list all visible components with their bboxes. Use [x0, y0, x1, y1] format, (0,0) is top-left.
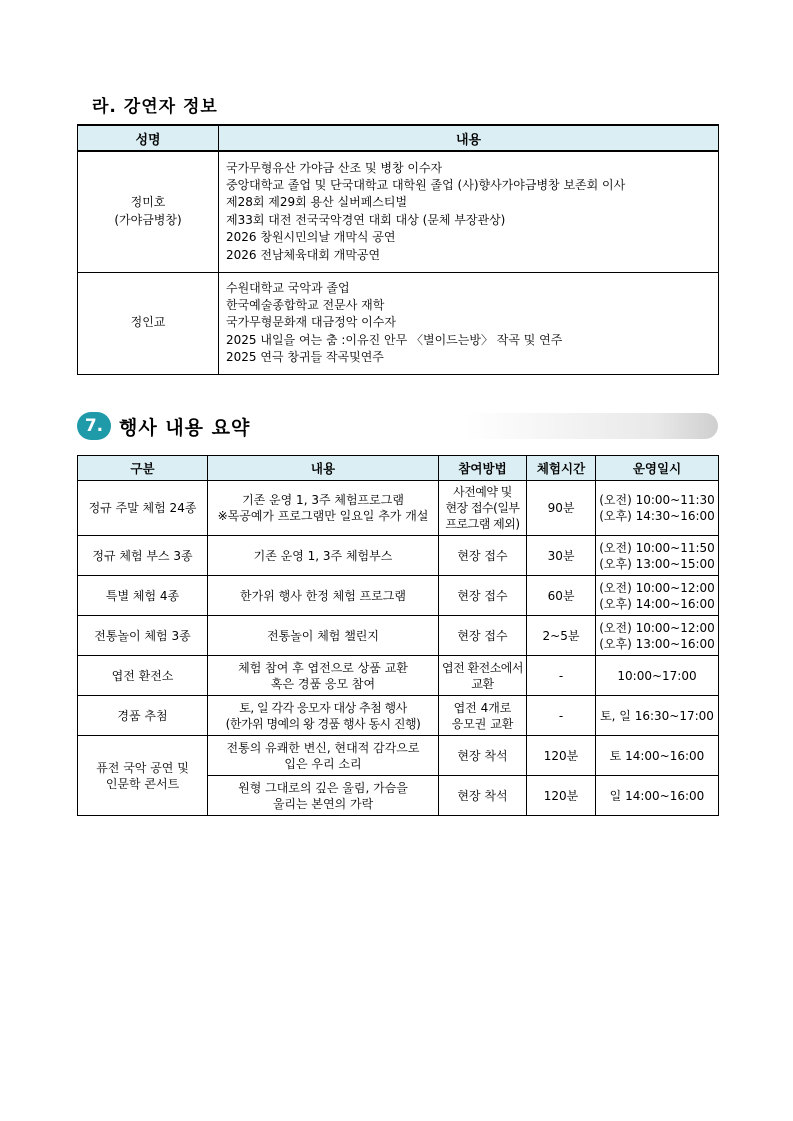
method-line: 현장 접수(일부: [445, 501, 520, 515]
schedule-cell: 토, 일 16:30~17:00: [596, 696, 719, 736]
content-cell: 전통놀이 체험 챌린지: [208, 616, 439, 656]
content-line: 토, 일 각각 응모자 대상 추첨 행사: [239, 700, 407, 715]
duration-cell: -: [527, 696, 596, 736]
speaker-info-table: [77, 124, 719, 375]
category-line: 퓨전 국악 공연 및: [96, 760, 189, 775]
method-cell: [439, 696, 527, 736]
speaker-name-cell: [78, 272, 219, 374]
duration-cell: 120분: [527, 736, 596, 776]
speaker-name-cell: [78, 151, 219, 272]
bio-line: 국가무형유산 가야금 산조 및 병창 이수자: [226, 160, 443, 175]
bio-line: 2025 내일을 여는 춤 :이유진 안무 〈별이드는방〉 작곡 및 연주: [226, 332, 563, 347]
bio-line: 한국예술종합학교 전문사 재학: [226, 297, 385, 312]
table-row: [78, 656, 719, 696]
bio-line: 국가무형문화재 대금정악 이수자: [226, 315, 396, 330]
duration-cell: 30분: [527, 536, 596, 576]
header-content: 내용: [208, 456, 439, 481]
category-cell: [78, 736, 208, 816]
category-cell: 엽전 환전소: [78, 656, 208, 696]
method-cell: [439, 656, 527, 696]
content-cell: [208, 696, 439, 736]
category-cell: 전통놀이 체험 3종: [78, 616, 208, 656]
table-row: [78, 536, 719, 576]
method-line: 사전예약 및: [453, 485, 512, 499]
schedule-cell: 일 14:00~16:00: [596, 776, 719, 816]
speaker-bio-cell: [219, 151, 719, 272]
section-title: 행사 내용 요약: [119, 417, 251, 439]
speaker-row: [78, 272, 719, 374]
schedule-line: (오후) 14:00~16:00: [599, 596, 715, 611]
method-line: 교환: [471, 676, 494, 691]
bio-line: 2026 창원시민의날 개막식 공연: [226, 230, 396, 245]
method-line: 엽전 4개로: [453, 700, 512, 715]
header-category: 구분: [78, 456, 208, 481]
duration-cell: 2~5분: [527, 616, 596, 656]
section-number-badge: 7.: [77, 412, 111, 440]
category-cell: 특별 체험 4종: [78, 576, 208, 616]
schedule-line: (오전) 10:00~11:50: [599, 540, 715, 555]
header-name: 성명: [78, 125, 219, 151]
content-line: 원형 그대로의 깊은 울림, 가슴을: [238, 780, 408, 795]
schedule-line: (오후) 13:00~16:00: [599, 636, 715, 651]
table-row: [78, 481, 719, 536]
method-cell: 현장 접수: [439, 616, 527, 656]
duration-cell: 120분: [527, 776, 596, 816]
content-line: ※목공예가 프로그램만 일요일 추가 개설: [217, 509, 429, 523]
content-line: 입은 우리 소리: [284, 756, 362, 771]
schedule-line: (오전) 10:00~11:30: [599, 493, 715, 507]
category-cell: 정규 주말 체험 24종: [78, 481, 208, 536]
table-row: [78, 616, 719, 656]
bio-line: 2026 전남체육대회 개막공연: [226, 247, 381, 262]
content-line: 기존 운영 1, 3주 체험프로그램: [242, 493, 404, 507]
method-cell: [439, 481, 527, 536]
schedule-cell: 토 14:00~16:00: [596, 736, 719, 776]
content-line: 혹은 경품 응모 참여: [270, 676, 376, 691]
content-cell: 한가위 행사 한정 체험 프로그램: [208, 576, 439, 616]
method-cell: 현장 접수: [439, 536, 527, 576]
bio-line: 중앙대학교 졸업 및 단국대학교 대학원 졸업 (사)향사가야금병창 보존회 이사: [226, 177, 626, 192]
content-line: 체험 참여 후 엽전으로 상품 교환: [238, 660, 408, 675]
table-header-row: [78, 125, 719, 151]
table-row: [78, 736, 719, 776]
schedule-cell: [596, 481, 719, 536]
bio-line: 2025 연극 창귀들 작곡및연주: [226, 350, 384, 365]
duration-cell: -: [527, 656, 596, 696]
schedule-line: (오전) 10:00~12:00: [599, 620, 715, 635]
duration-cell: 90분: [527, 481, 596, 536]
speaker-bio-cell: [219, 272, 719, 374]
method-line: 응모권 교환: [451, 716, 514, 731]
bio-line: 제33회 대전 전국국악경연 대회 대상 (문체 부장관상): [226, 212, 506, 227]
method-cell: 현장 착석: [439, 776, 527, 816]
content-line: 울리는 본연의 가락: [272, 796, 374, 811]
category-cell: 경품 추첨: [78, 696, 208, 736]
header-content: 내용: [219, 125, 719, 151]
content-cell: [208, 776, 439, 816]
schedule-cell: [596, 576, 719, 616]
section-heading-speakers: 라. 강연자 정보: [92, 97, 218, 117]
content-cell: [208, 481, 439, 536]
schedule-cell: [596, 536, 719, 576]
method-cell: 현장 접수: [439, 576, 527, 616]
schedule-line: (오후) 14:30~16:00: [599, 509, 715, 523]
duration-cell: 60분: [527, 576, 596, 616]
category-cell: 정규 체험 부스 3종: [78, 536, 208, 576]
schedule-cell: [596, 616, 719, 656]
content-cell: [208, 736, 439, 776]
table-row: [78, 696, 719, 736]
table-row: [78, 576, 719, 616]
speaker-name: 정인교: [130, 315, 166, 330]
content-line: 전통의 유쾌한 변신, 현대적 감각으로: [226, 740, 420, 755]
table-header-row: [78, 456, 719, 481]
header-method: 참여방법: [439, 456, 527, 481]
speaker-role: (가야금병창): [114, 212, 182, 227]
bio-line: 수원대학교 국악과 졸업: [226, 280, 350, 295]
method-cell: 현장 착석: [439, 736, 527, 776]
schedule-line: (오전) 10:00~12:00: [599, 580, 715, 595]
header-schedule: 운영일시: [596, 456, 719, 481]
schedule-cell: 10:00~17:00: [596, 656, 719, 696]
content-cell: [208, 656, 439, 696]
schedule-line: (오후) 13:00~15:00: [599, 556, 715, 571]
method-line: 프로그램 제외): [445, 517, 520, 531]
content-line: (한가위 명예의 왕 경품 행사 동시 진행): [225, 716, 421, 731]
bio-line: 제28회 제29회 용산 실버페스티벌: [226, 195, 408, 210]
speaker-row: [78, 151, 719, 272]
content-cell: 기존 운영 1, 3주 체험부스: [208, 536, 439, 576]
method-line: 엽전 환전소에서: [442, 660, 523, 675]
event-summary-table: [77, 455, 719, 816]
speaker-name: 정미호: [130, 195, 166, 210]
section-7-banner: [77, 411, 718, 443]
header-duration: 체험시간: [527, 456, 596, 481]
category-line: 인문학 콘서트: [105, 776, 180, 791]
